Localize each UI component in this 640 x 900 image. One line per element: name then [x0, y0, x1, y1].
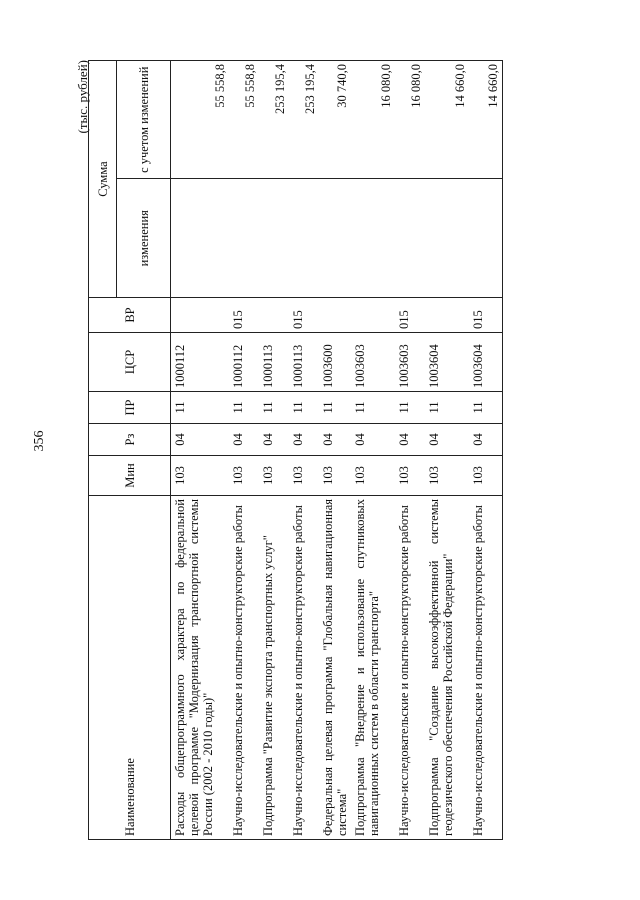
- row-name: Подпрограмма "Развитие экспорта транспортных услуг": [259, 496, 289, 840]
- row-name: Научно-исследовательские и опытно-конструкторские работы: [229, 496, 259, 840]
- row-changes: [351, 179, 395, 298]
- table-row: [229, 61, 259, 840]
- row-min: 103: [229, 456, 259, 496]
- table-row: [425, 61, 469, 840]
- row-pr: 11: [229, 392, 259, 424]
- row-vr: 015: [229, 298, 259, 333]
- units-note: (тыс. рублей): [75, 60, 90, 134]
- row-sum: 14 660,0: [469, 61, 503, 180]
- header-csr: ЦСР: [89, 333, 171, 392]
- row-vr: 015: [469, 298, 503, 333]
- row-name: Научно-исследовательские и опытно-конструкторские работы: [469, 496, 503, 840]
- row-sum: 16 080,0: [395, 61, 425, 180]
- header-min: Мин: [89, 456, 171, 496]
- row-name: Подпрограмма "Создание высокоэффективной системы геодезического обеспечения Российской Федерации": [425, 496, 469, 840]
- row-name: Расходы общепрограммного характера по федеральной целевой программе "Модернизация транспортной системы России (2002 - 2010 годы)": [171, 496, 229, 840]
- row-csr: 1000113: [289, 333, 319, 392]
- row-min: 103: [395, 456, 425, 496]
- row-name: Научно-исследовательские и опытно-конструкторские работы: [289, 496, 319, 840]
- row-pr: 11: [259, 392, 289, 424]
- row-rz: 04: [395, 424, 425, 456]
- header-sum: Сумма: [89, 61, 117, 298]
- row-sum: 55 558,8: [171, 61, 229, 180]
- row-pr: 11: [171, 392, 229, 424]
- row-sum: 16 080,0: [351, 61, 395, 180]
- row-rz: 04: [171, 424, 229, 456]
- row-vr: [425, 298, 469, 333]
- row-sum: 55 558,8: [229, 61, 259, 180]
- table-header: [89, 61, 171, 840]
- table-row: [351, 61, 395, 840]
- row-rz: 04: [289, 424, 319, 456]
- table-row: [289, 61, 319, 840]
- row-min: 103: [425, 456, 469, 496]
- row-min: 103: [171, 456, 229, 496]
- row-changes: [425, 179, 469, 298]
- row-vr: [351, 298, 395, 333]
- budget-table: [88, 60, 503, 840]
- row-rz: 04: [425, 424, 469, 456]
- row-name: Федеральная целевая программа "Глобальная навигационная система": [319, 496, 351, 840]
- row-changes: [319, 179, 351, 298]
- document-sheet: [75, 60, 557, 840]
- row-sum: 14 660,0: [425, 61, 469, 180]
- header-pr: ПР: [89, 392, 171, 424]
- header-with-changes: с учетом изменений: [117, 61, 171, 180]
- row-pr: 11: [351, 392, 395, 424]
- row-vr: 015: [395, 298, 425, 333]
- row-rz: 04: [319, 424, 351, 456]
- row-rz: 04: [351, 424, 395, 456]
- row-csr: 1000112: [229, 333, 259, 392]
- row-pr: 11: [425, 392, 469, 424]
- table-body: [171, 61, 503, 840]
- row-changes: [229, 179, 259, 298]
- row-csr: 1003603: [351, 333, 395, 392]
- row-pr: 11: [289, 392, 319, 424]
- row-changes: [259, 179, 289, 298]
- row-changes: [395, 179, 425, 298]
- table-row: [469, 61, 503, 840]
- row-min: 103: [351, 456, 395, 496]
- header-name: Наименование: [89, 496, 171, 840]
- row-changes: [289, 179, 319, 298]
- row-csr: 1003604: [425, 333, 469, 392]
- header-changes: изменения: [117, 179, 171, 298]
- row-min: 103: [469, 456, 503, 496]
- table-row: [319, 61, 351, 840]
- header-rz: Рз: [89, 424, 171, 456]
- row-sum: 253 195,4: [259, 61, 289, 180]
- row-pr: 11: [469, 392, 503, 424]
- row-min: 103: [289, 456, 319, 496]
- row-pr: 11: [319, 392, 351, 424]
- row-pr: 11: [395, 392, 425, 424]
- row-min: 103: [319, 456, 351, 496]
- row-rz: 04: [469, 424, 503, 456]
- row-vr: 015: [289, 298, 319, 333]
- row-min: 103: [259, 456, 289, 496]
- row-rz: 04: [229, 424, 259, 456]
- page-number: 356: [32, 430, 47, 452]
- row-csr: 1000112: [171, 333, 229, 392]
- row-rz: 04: [259, 424, 289, 456]
- table-row: [171, 61, 229, 840]
- row-sum: 30 740,0: [319, 61, 351, 180]
- row-csr: 1000113: [259, 333, 289, 392]
- row-changes: [469, 179, 503, 298]
- header-vr: ВР: [89, 298, 171, 333]
- row-changes: [171, 179, 229, 298]
- table-row: [259, 61, 289, 840]
- row-vr: [319, 298, 351, 333]
- row-csr: 1003603: [395, 333, 425, 392]
- row-name: Подпрограмма "Внедрение и использование спутниковых навигационных систем в области транспорта": [351, 496, 395, 840]
- row-csr: 1003604: [469, 333, 503, 392]
- row-name: Научно-исследовательские и опытно-конструкторские работы: [395, 496, 425, 840]
- row-vr: [259, 298, 289, 333]
- row-sum: 253 195,4: [289, 61, 319, 180]
- row-vr: [171, 298, 229, 333]
- row-csr: 1003600: [319, 333, 351, 392]
- table-row: [395, 61, 425, 840]
